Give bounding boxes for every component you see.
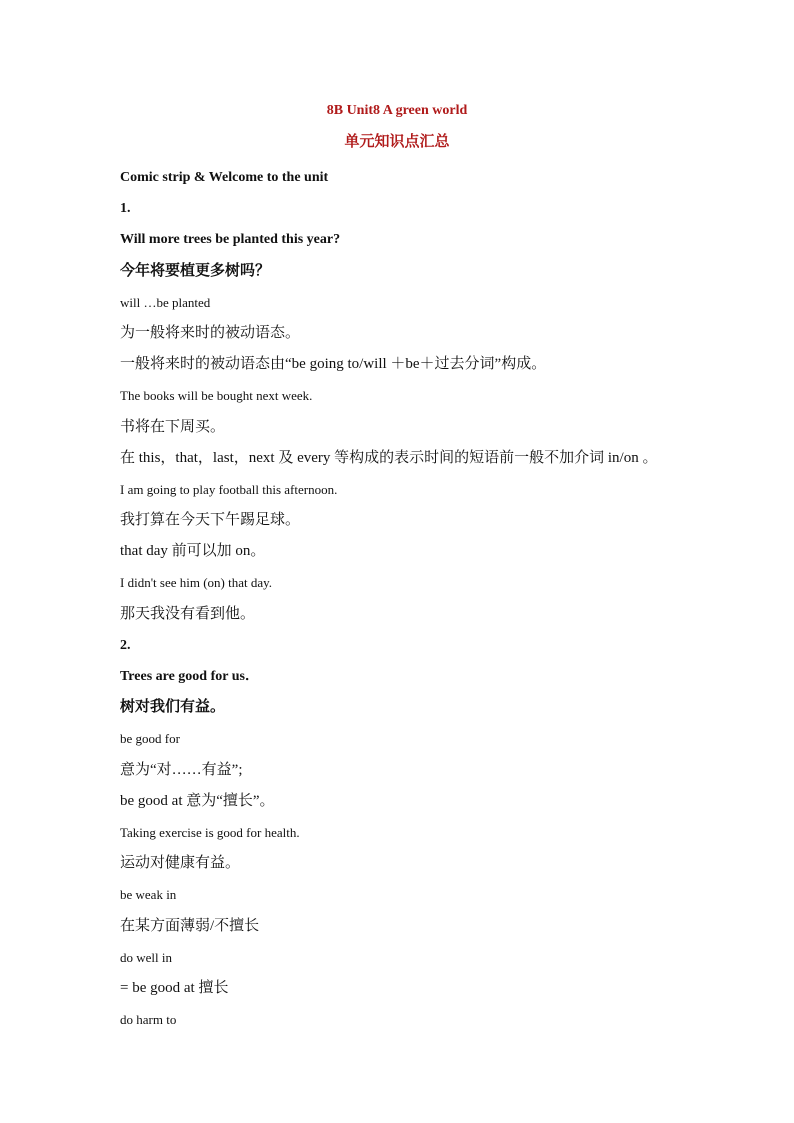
text-line: I didn't see him (on) that day. (120, 575, 273, 591)
document-subtitle: 单元知识点汇总 (344, 134, 450, 150)
text-line: be good for (120, 731, 180, 747)
text-line: be weak in (120, 887, 177, 903)
text-line: = be good at 擅长 (120, 979, 229, 996)
text-line: Comic strip & Welcome to the unit (120, 170, 329, 185)
text-line: be good at 意为“擅长”。 (120, 792, 275, 809)
text-line: I am going to play football this afternoon. (120, 481, 338, 497)
text-line: 在 this，that，last，next 及 every 等构成的表示时间的短语前一般不加介词 in/on 。 (120, 449, 658, 466)
text-line: 意为“对……有益”; (120, 761, 243, 778)
text-line: 那天我没有看到他。 (120, 605, 256, 622)
document-body (120, 162, 720, 1035)
text-line: do harm to (120, 1012, 177, 1028)
text-line: 树对我们有益。 (120, 699, 226, 716)
text-line: 我打算在今天下午踢足球。 (120, 512, 301, 529)
text-line: will …be planted (120, 294, 211, 310)
text-line: Will more trees be planted this year? (120, 232, 341, 248)
text-line: do well in (120, 949, 172, 965)
text-line: Trees are good for us． (120, 669, 259, 684)
text-line: 书将在下周买。 (120, 418, 226, 435)
text-line: 在某方面薄弱/不擅长 (120, 917, 260, 934)
text-line: 运动对健康有益。 (120, 855, 241, 872)
text-line: 一般将来时的被动语态由“be going to/will ＋be＋过去分词”构成。 (120, 356, 547, 373)
text-line: The books will be bought next week. (120, 388, 313, 404)
text-line: 今年将要植更多树吗？ (120, 262, 271, 279)
text-line: Taking exercise is good for health. (120, 824, 300, 840)
title-block (0, 100, 794, 153)
text-line: that day 前可以加 on。 (120, 543, 266, 560)
text-line: 1. (120, 201, 131, 217)
text-line: 为一般将来时的被动语态。 (120, 324, 301, 341)
text-line: 2. (120, 637, 131, 653)
document-title: 8B Unit8 A green world (326, 103, 468, 118)
